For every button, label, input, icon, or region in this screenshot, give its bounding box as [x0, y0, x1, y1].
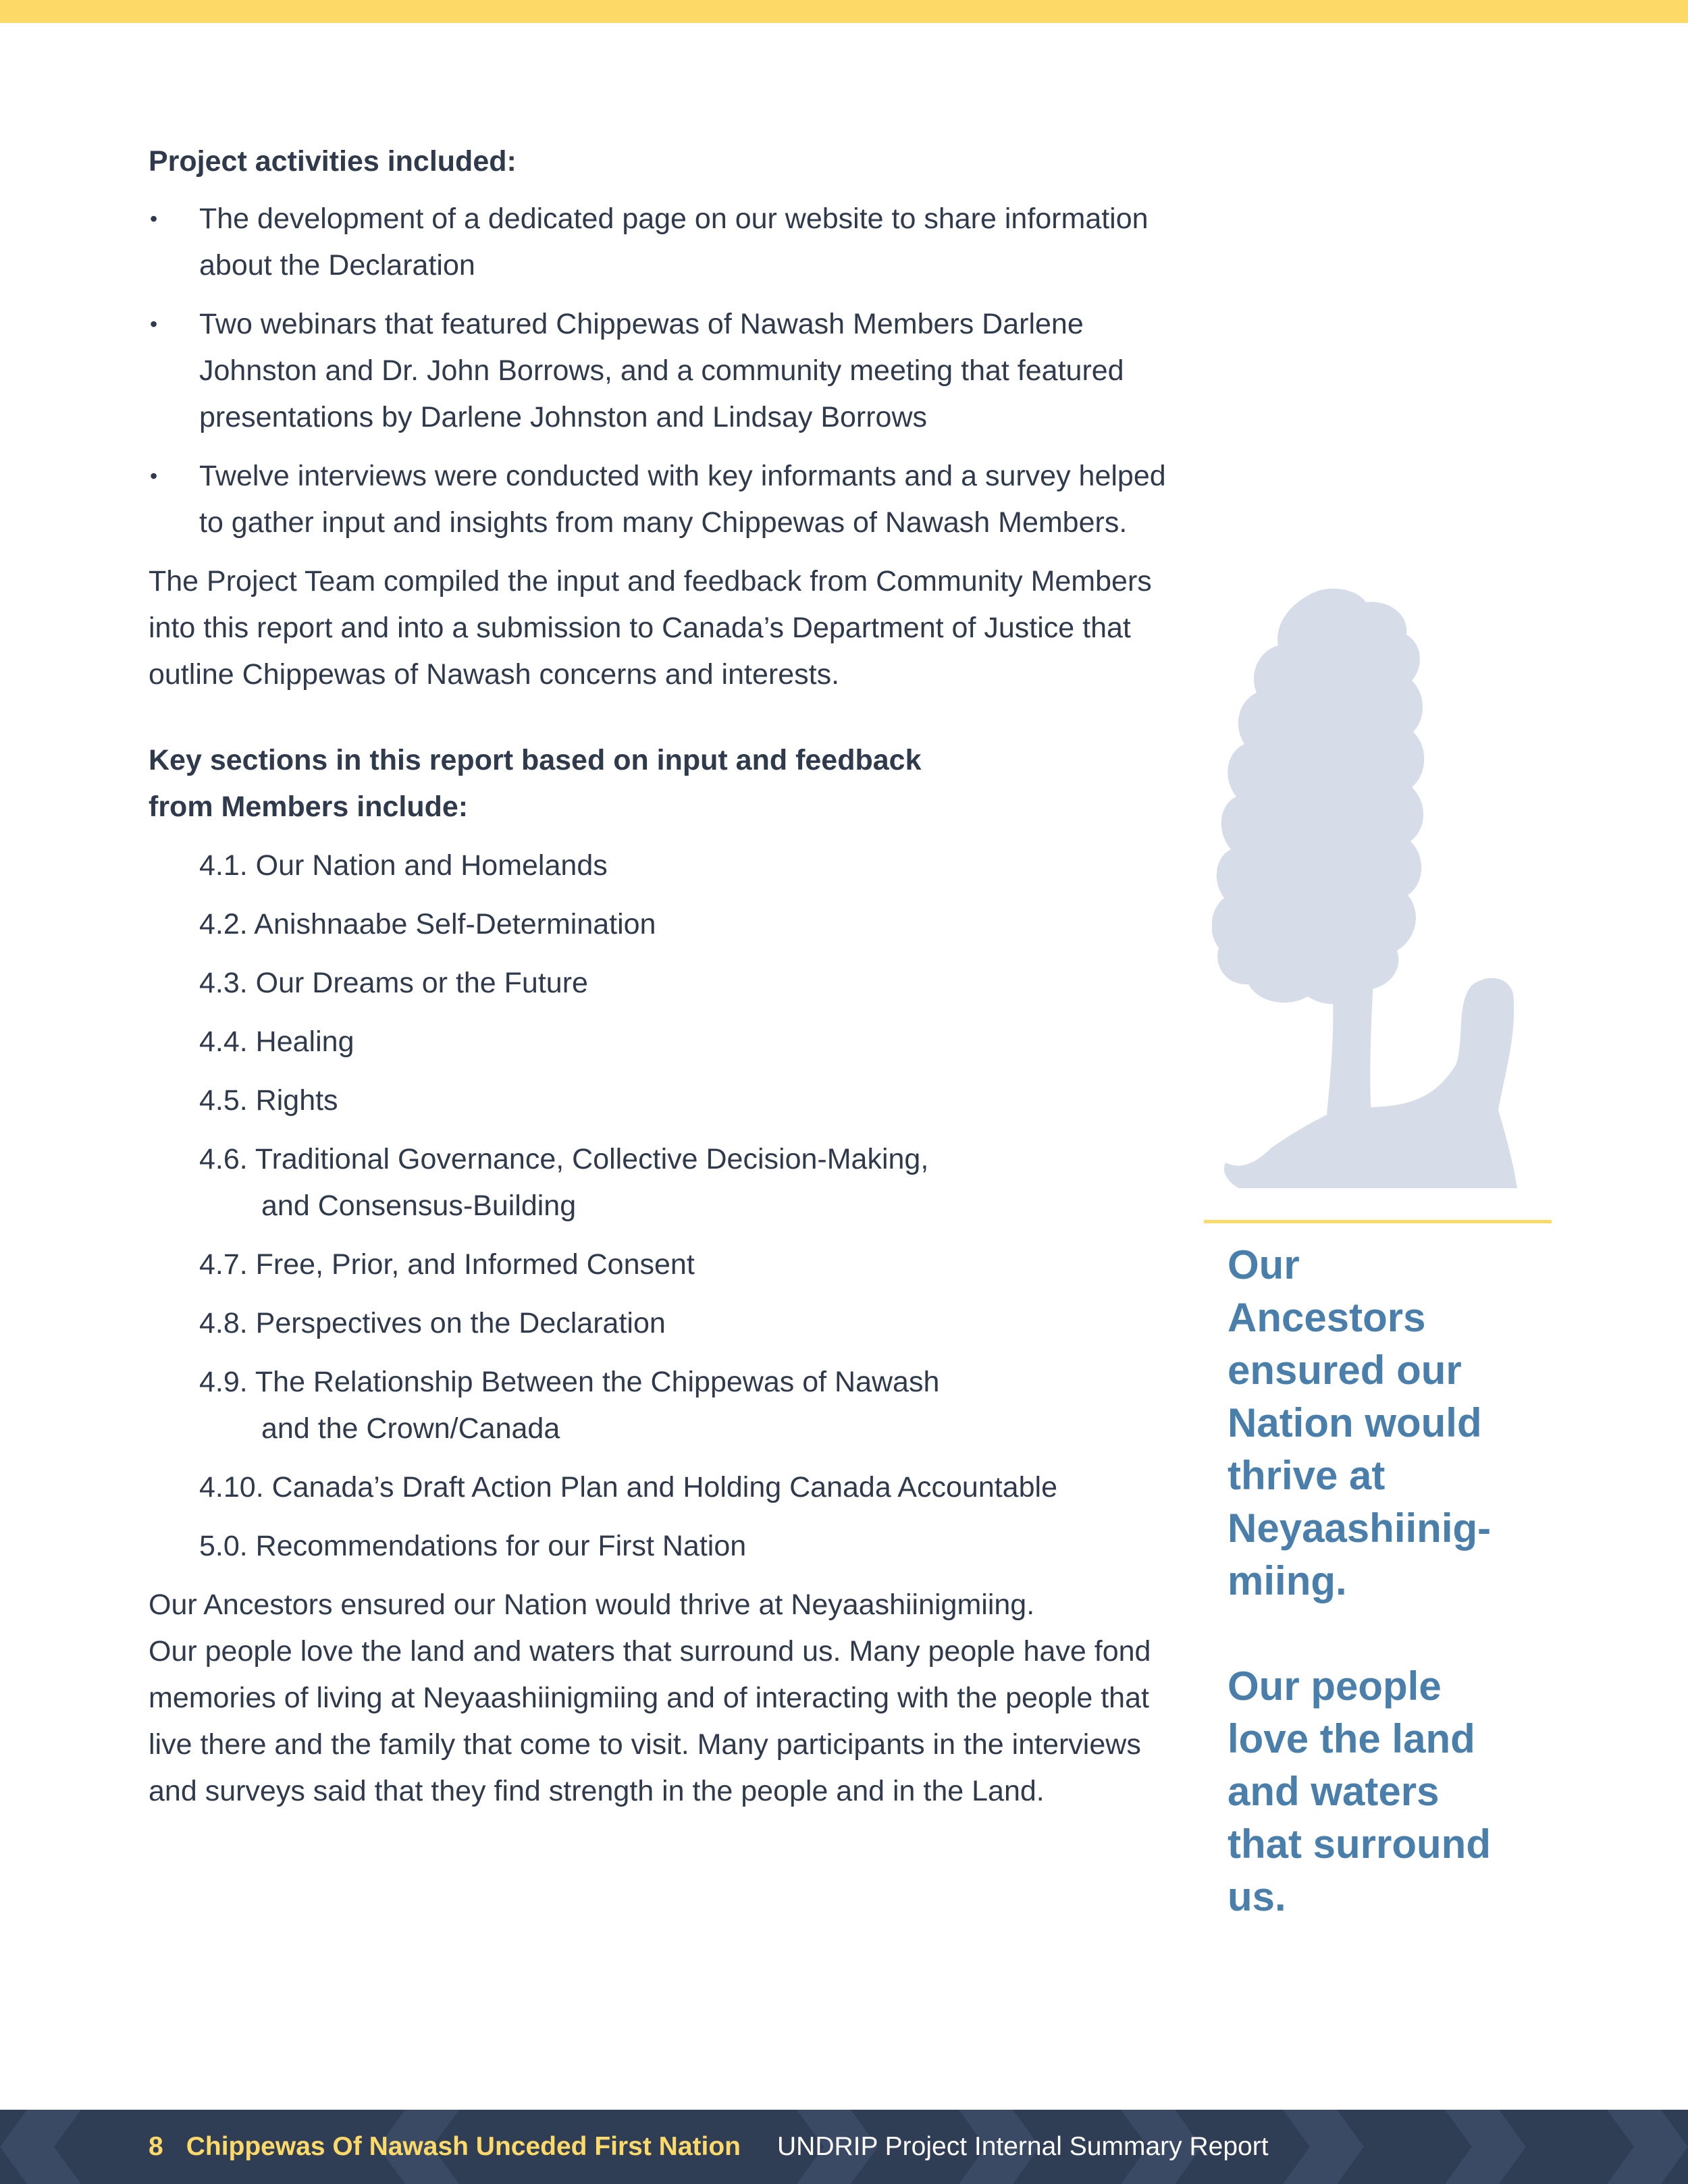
pullquote-line: and waters	[1228, 1769, 1440, 1814]
section-item-text: 4.6. Traditional Governance, Collective Decision-Making,	[199, 1143, 929, 1175]
key-sections-heading-line2: from Members include:	[149, 791, 469, 823]
pullquote-line: Our	[1228, 1242, 1300, 1287]
footer-organization: Chippewas Of Nawash Unceded First Nation	[186, 2132, 741, 2161]
closing-line1: Our Ancestors ensured our Nation would thrive at Neyaashiinigmiing.	[149, 1589, 1035, 1621]
footer-text	[149, 2110, 1269, 2184]
key-sections-heading	[149, 737, 1188, 830]
tree-silhouette-icon	[1212, 587, 1543, 1195]
top-accent-bar	[0, 0, 1688, 23]
activity-item: • Twelve interviews were conducted with key informants and a survey helped to gather input and insights from many Chippewas of Nawash Members.	[149, 453, 1188, 546]
section-item	[199, 1242, 1188, 1288]
section-item-text: 4.9. The Relationship Between the Chippewas of Nawash	[199, 1366, 940, 1398]
closing-line2: Our people love the land and waters that surround us. Many people have fond memories of living at Neyaashiinigmiing and of interacting with the people that live there and the family that come to visit. Many participants in the interviews and surveys said that they find strength in the people and in the Land.	[149, 1635, 1151, 1807]
key-sections-heading-line1: Key sections in this report based on input and feedback	[149, 744, 922, 776]
pullquote-line: Neyaashiinig-	[1228, 1506, 1492, 1551]
section-item-text: 4.8. Perspectives on the Declaration	[199, 1307, 666, 1339]
pullquote-line: Our people	[1228, 1663, 1442, 1709]
pullquote-line: Ancestors	[1228, 1295, 1426, 1340]
pullquote-line: ensured our	[1228, 1348, 1462, 1393]
section-item	[199, 1077, 1188, 1124]
section-item-text: 5.0. Recommendations for our First Nation	[199, 1530, 747, 1562]
compiled-paragraph: The Project Team compiled the input and feedback from Community Members into this report and into a submission to Canada’s Department of Justice that outline Chippewas of Nawash concerns and interests.	[149, 565, 1152, 691]
section-item	[199, 1019, 1188, 1065]
page-footer	[0, 2110, 1688, 2184]
section-item-text: 4.4. Healing	[199, 1026, 354, 1058]
pullquote-line: miing.	[1228, 1558, 1347, 1603]
section-item	[199, 960, 1188, 1007]
section-item-continuation: and the Crown/Canada	[261, 1412, 560, 1445]
activity-item: • Two webinars that featured Chippewas of Nawash Members Darlene Johnston and Dr. John Borrows, and a community meeting that featured presentations by Darlene Johnston and Lindsay Borrows	[149, 301, 1188, 441]
pull-quote	[1228, 1239, 1552, 1923]
section-item	[199, 1136, 1188, 1229]
footer-report-title: UNDRIP Project Internal Summary Report	[777, 2132, 1269, 2161]
section-item-text: 4.5. Rights	[199, 1084, 338, 1117]
section-item	[199, 1523, 1188, 1570]
key-sections-list	[149, 843, 1188, 1570]
closing-paragraph	[149, 1582, 1188, 1815]
activity-item: • The development of a dedicated page on our website to share information about the Declaration	[149, 196, 1188, 289]
pullquote-line: Nation would	[1228, 1400, 1482, 1445]
page-number: 8	[149, 2132, 163, 2161]
section-item-text: 4.3. Our Dreams or the Future	[199, 967, 588, 999]
section-item	[199, 901, 1188, 948]
section-item	[199, 1300, 1188, 1347]
section-item-text: 4.10. Canada’s Draft Action Plan and Holding Canada Accountable	[199, 1471, 1057, 1503]
section-item-text: 4.2. Anishnaabe Self-Determination	[199, 908, 656, 940]
pullquote-line: love the land	[1228, 1716, 1475, 1761]
section-item	[199, 1464, 1188, 1511]
pullquote-part2	[1228, 1660, 1552, 1923]
pullquote-part1	[1228, 1239, 1552, 1607]
section-item-text: 4.7. Free, Prior, and Informed Consent	[199, 1248, 695, 1281]
pullquote-line: thrive at	[1228, 1453, 1386, 1498]
section-item	[199, 1359, 1188, 1452]
pullquote-line: us.	[1228, 1874, 1286, 1919]
activities-heading: Project activities included:	[149, 145, 517, 178]
pullquote-divider	[1204, 1220, 1552, 1223]
section-item-text: 4.1. Our Nation and Homelands	[199, 849, 608, 882]
section-item-continuation: and Consensus-Building	[261, 1190, 577, 1222]
main-content	[149, 138, 1188, 1815]
activities-list	[149, 196, 1188, 546]
pullquote-line: that surround	[1228, 1821, 1491, 1867]
section-item	[199, 843, 1188, 889]
